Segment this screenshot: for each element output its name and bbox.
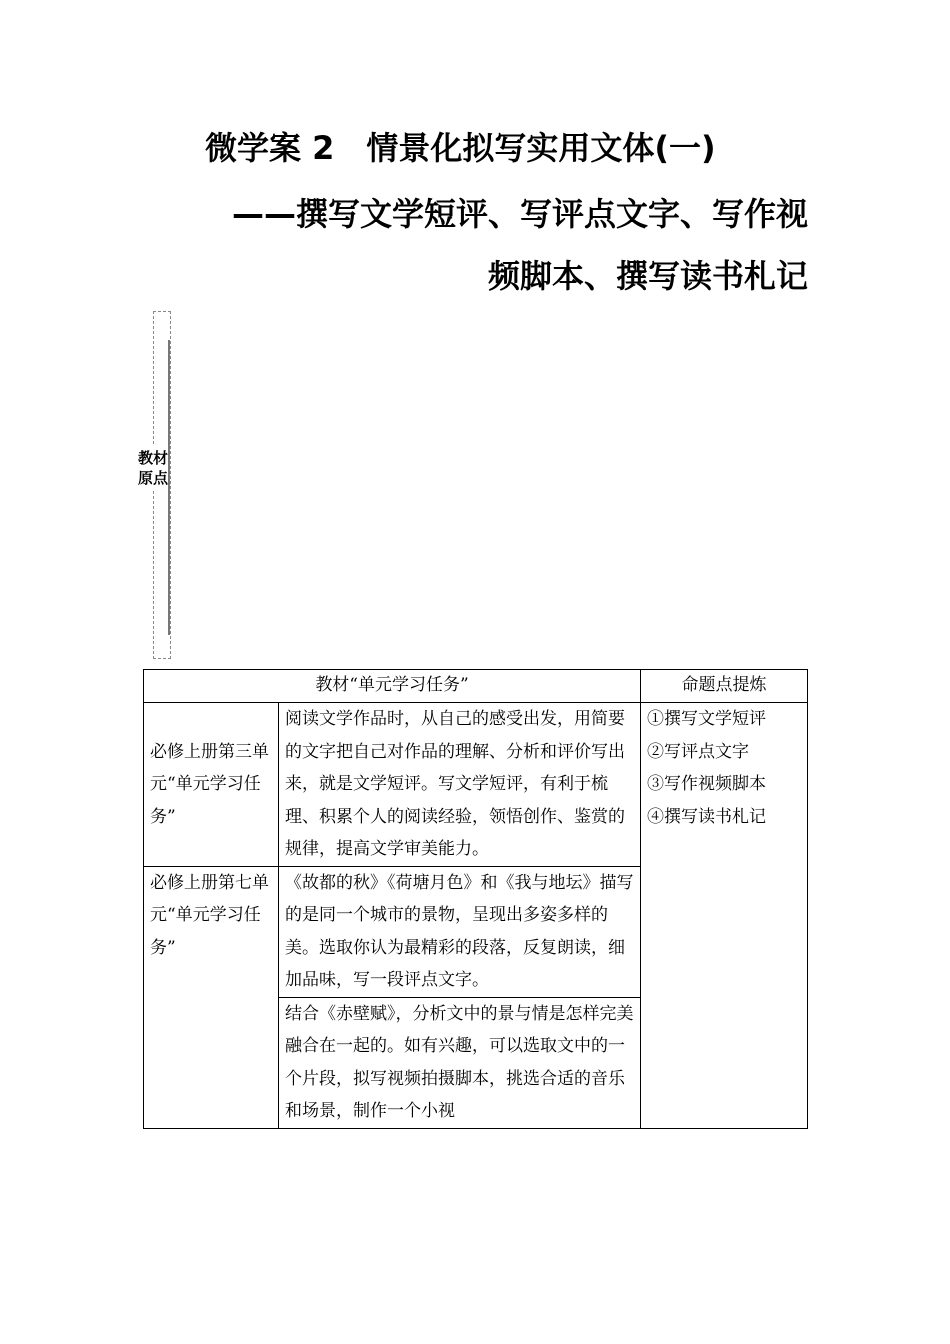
- task-cell: [279, 997, 641, 1128]
- key-point-item: ②写评点文字: [647, 741, 750, 762]
- task-cell: 阅读文学作品时，从自己的感受出发，用简要的文字把自己对作品的理解、分析和评价写出来，就是文学短评。写文学短评，有利于梳理、积累个人的阅读经验，领悟创作、鉴赏的规律，提高文学审美能力。: [279, 703, 641, 867]
- title-line-2: ——撰写文学短评、写评点文字、写作视: [231, 195, 808, 233]
- key-points-cell: [641, 703, 808, 1129]
- task-cell: 《故都的秋》《荷塘月色》和《我与地坛》描写的是同一个城市的景物，呈现出多姿多样的美。选取你认为最精彩的段落，反复朗读，细加品味，写一段评点文字。: [279, 866, 641, 997]
- header-key-points: 命题点提炼: [641, 670, 808, 703]
- key-point-item: ④撰写读书札记: [647, 806, 767, 827]
- header-unit-tasks: 教材“单元学习任务”: [144, 670, 641, 703]
- table-header-row: [144, 670, 808, 703]
- task-table: [143, 669, 808, 1129]
- key-point-item: ③写作视频脚本: [647, 774, 767, 794]
- title-line-3: 频脚本、撰写读书札记: [487, 257, 808, 295]
- title-line-1: 微学案 2 情景化拟写实用文体(一): [205, 129, 716, 167]
- key-point-item: ①撰写文学短评: [647, 709, 767, 729]
- side-label: 教材原点: [138, 446, 168, 490]
- side-divider: [168, 340, 170, 635]
- task-cell-text: 结合《赤壁赋》，分析文中的景与情是怎样完美融合在一起的。如有兴趣，可以选取文中的一个片段，拟写视频拍摄脚本，挑选合适的音乐和场景，制作一个小视: [285, 1003, 634, 1121]
- unit-cell: 必修上册第七单元“单元学习任务”: [144, 866, 279, 1128]
- unit-cell: 必修上册第三单元“单元学习任务”: [144, 703, 279, 867]
- table-row: [144, 703, 808, 867]
